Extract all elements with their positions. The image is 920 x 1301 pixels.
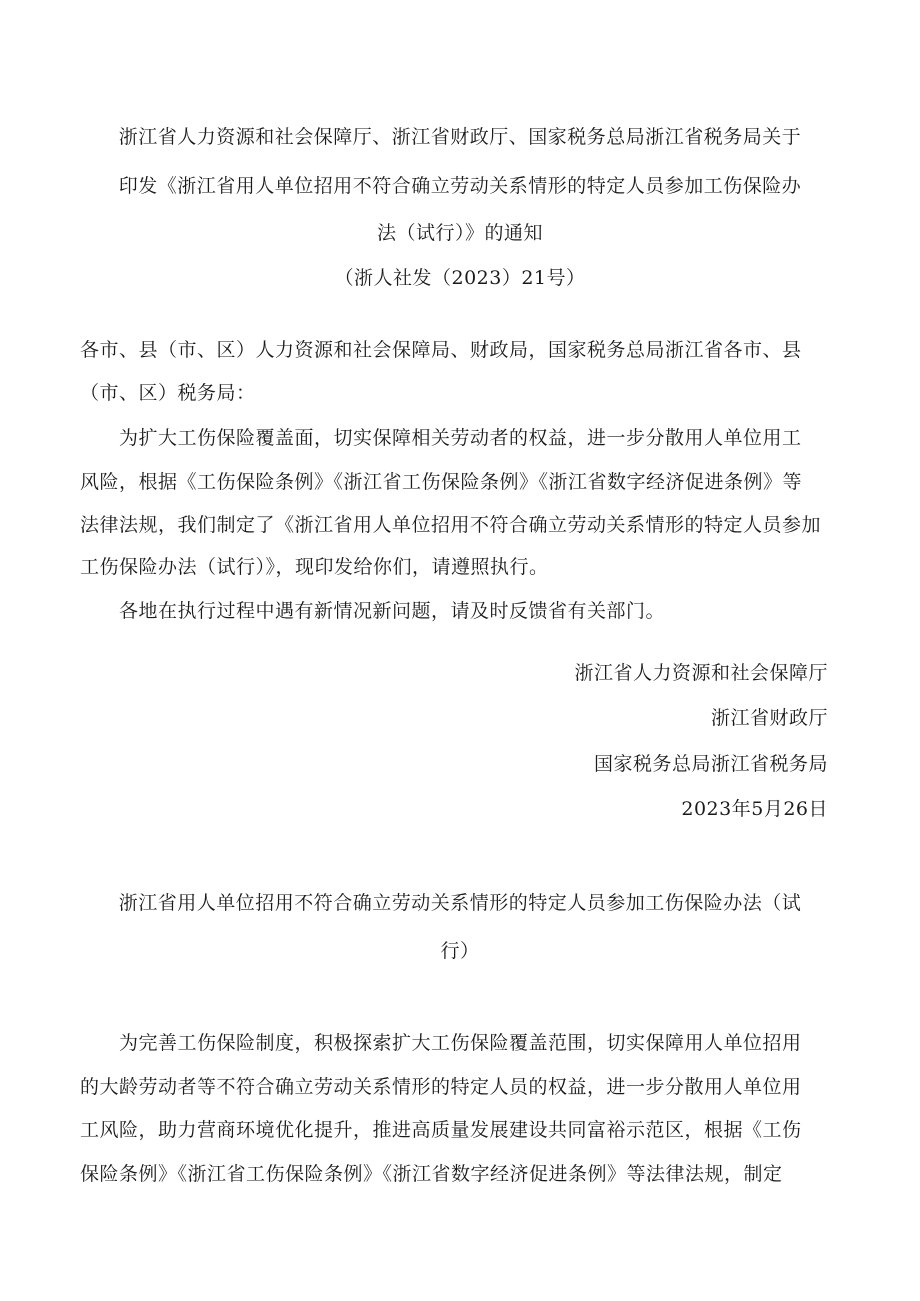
addressee-line-1: 各市、县（市、区）人力资源和社会保障局、财政局，国家税务总局浙江省各市、县 [80,339,802,361]
paragraph-3-line-4: 保险条例》《浙江省工伤保险条例》《浙江省数字经济促进条例》等法律法规，制定 [80,1163,783,1185]
signature-date: 2023年5月26日 [681,798,828,820]
document-number: （浙人社发（2023）21号） [334,267,586,289]
paragraph-3-line-3: 工风险，助力营商环境优化提升，推进高质量发展建设共同富裕示范区，根据《工伤 [80,1119,802,1141]
notice-title-line-2: 印发《浙江省用人单位招用不符合确立劳动关系情形的特定人员参加工伤保险办 [118,175,802,197]
paragraph-1-line-3: 法律法规，我们制定了《浙江省用人单位招用不符合确立劳动关系情形的特定人员参加 [80,514,822,536]
paragraph-1-line-4: 工伤保险办法（试行）》，现印发给你们，请遵照执行。 [80,556,549,578]
paragraph-1-line-2: 风险，根据《工伤保险条例》《浙江省工伤保险条例》《浙江省数字经济促进条例》等 [80,471,803,493]
addressee-line-2: （市、区）税务局： [80,382,256,404]
attachment-title-line-1: 浙江省用人单位招用不符合确立劳动关系情形的特定人员参加工伤保险办法（试 [118,892,802,914]
signature-org-2: 浙江省财政厅 [710,707,828,729]
notice-title-line-3: 法（试行）》的通知 [376,222,543,244]
paragraph-3-line-1: 为完善工伤保险制度，积极探索扩大工伤保险覆盖范围，切实保障用人单位招用 [119,1032,802,1054]
paragraph-1-line-1: 为扩大工伤保险覆盖面，切实保障相关劳动者的权益，进一步分散用人单位用工 [119,427,802,449]
signature-org-1: 浙江省人力资源和社会保障厅 [574,662,828,684]
paragraph-2-line-1: 各地在执行过程中遇有新情况新问题，请及时反馈省有关部门。 [119,600,666,622]
notice-title-line-1: 浙江省人力资源和社会保障厅、浙江省财政厅、国家税务总局浙江省税务局关于 [118,126,802,148]
paragraph-3-line-2: 的大龄劳动者等不符合确立劳动关系情形的特定人员的权益，进一步分散用人单位用 [80,1076,802,1098]
attachment-title-line-2: 行） [440,940,480,962]
signature-org-3: 国家税务总局浙江省税务局 [593,753,828,775]
